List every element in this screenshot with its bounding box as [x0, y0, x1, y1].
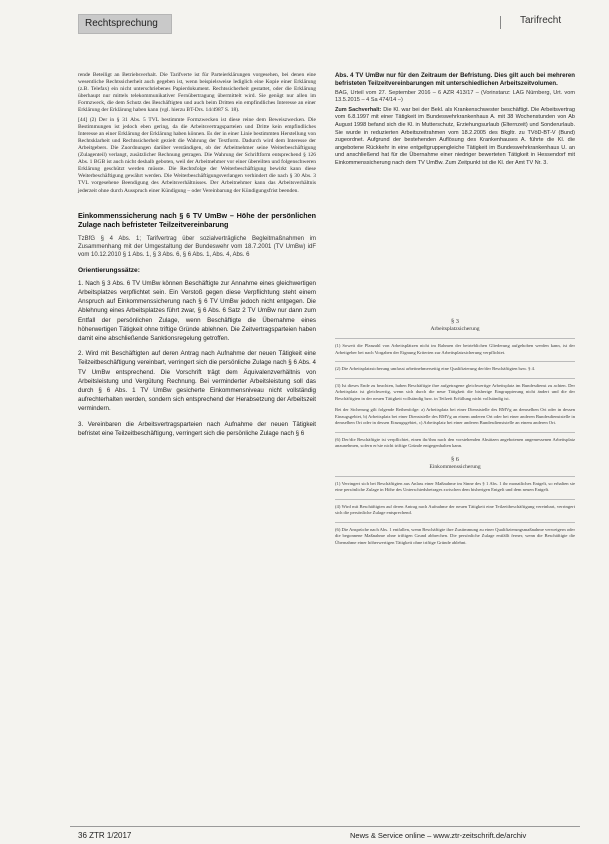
statute-paragraph: (2) Die Arbeitsplatzsicherung umfasst arbeitnehmerseitig eine Qualifizierung der/der Beschäftigten bzw. § 4. [335, 366, 536, 371]
statute-excerpt [335, 312, 575, 551]
statute-paragraph: (3) Ist dieses Ende zu beachten, haben Beschäftigte ihre aufgetragene gleichwertige Arbeitsplatz im Bundesdienst zu achten. Der Arbeitsplatz ist gleichwertig, wenn sich durch die neue Tätigkeit die bisherige Eingruppierung nicht ändert und die der Beschäftigten in der neuen Tätigkeit vollständig bzw. in Teilzeit Erfüllung nicht vollständig ist. [335, 382, 575, 401]
article-title: Einkommenssicherung nach § 6 TV UmBw – Höhe der persönlichen Zulage nach befristeter Teilzeitvereinbarung [78, 210, 316, 229]
footer-divider [70, 826, 580, 827]
orientation-list [78, 279, 316, 438]
header-divider [500, 16, 501, 29]
orientation-item: 1. Nach § 3 Abs. 6 TV UmBw können Beschäftigte zur Annahme eines gleichwertigen Arbeitsplatzes verpflichtet sein. Ein Verstoß gegen diese Verpflichtung steht einem Anspruch auf Einkommenssicherung nach § 6 TV UmBw jedoch nicht entgegen. Die Ablehnung eines Arbeitsplatzes führt zwar, § 6 Abs. 6 Satz 2 TV UmBw nur dann zum Entfall der persönlichen Zulage, wenn Beschäftigte die Übernahme eines höherwertigen Tätigkeit ohne triftige Gründe ablehnen. Die Zeitvertragsparteien haben damit eine abschließende Sanktionsregelung getroffen. [78, 279, 316, 342]
divider [335, 432, 575, 433]
statute-section-number: § 6 [451, 455, 459, 463]
section-tab [78, 14, 172, 34]
orientation-item: 3. Vereinbaren die Arbeitsvertragsparteien nach Aufnahme der neuen Tätigkeit befristet eine Teilzeitbeschäftigung, verringert sich die persönliche Zulage nach § 6 [78, 420, 316, 437]
divider [335, 499, 575, 500]
section-label: Rechtsprechung [85, 18, 158, 29]
facts-block [335, 107, 575, 168]
divider [335, 361, 575, 362]
statute-paragraph: (6) Die Ansprüche nach Abs. 1 entfallen, wenn Beschäftigte ihre Zustimmung zu einer Qualifizierungsmaßnahme verweigern oder die begonnene Maßnahme ohne triftigen Grund abbrechen. Die persönliche Zulage entfällt ferner, wenn die Beschäftigte die Übernahme einer höherwertigen Tätigkeit ohne triftige Gründe ablehnt. [335, 526, 575, 545]
left-paragraph: [44] (2) Der in § 31 Abs. 5 TVL bestimmte Formzwecken ist diese reine dem Beweiszwecken. Die Bestimmungen ist jedoch eben gering, da die Arbeitsvertragsparteien und Dritte kein empfindliches Interesse an einer Erklärung der Erklärung haben können. Es der in einer Linie bestimmten Herstellung von Rechtsklarheit und Rechtssicherheit gezielt die Wahrung der Textform. Dadurch wird dem Interesse der Arbeitgebers. Die Zuordnungen darüber verständigen, ob der Arbeitnehmer seine Weiterbeschäftigung (Zulagenteil) verlangt, zusätzlicher Rechnung getragen. Die Wahrung der Schriftform entsprechend § 126 Abs. 1 BGB ist auch nicht deshalb geboten, weil der Arbeitnehmer vor einer übereilten und folgenschweren Erklärung geschützt werden müsste. Die Rechtsfolge der Weiterbeschäftigung bewirkt kann diese Weiterbeschäftigung gewährt werden. Die Weiterbeschäftigungsverlangen verhindert die nach § 30 Abs. 3 TVL vorgesehene Beendigung des Arbeitsverhältnisses. Der Arbeitnehmer kann das Arbeitsverhältnis jederzeit ohne durch Ausspruch einer Kündigung – oder Vereinbarung der Kündigungsfrist beenden. [78, 116, 316, 194]
right-column [335, 72, 575, 168]
statute-paragraph: (1) Verringert sich bei Beschäftigten aus Anlass einer Maßnahme im Sinne des § 1 Abs. 1 ihr monatliches Entgelt, so erhalten sie eine persönliche Zulage in Höhe des Unterschiedsbetrages zwischen dem bisherigen Entgelt und dem neuen Entgelt. [335, 480, 575, 492]
divider [335, 476, 575, 477]
orientation-heading: Orientierungssätze: [78, 266, 140, 274]
category-label: Tarifrecht [520, 15, 562, 26]
statute-paragraph: (4) Wird mit Beschäftigten auf deren Antrag nach Aufnahme der neuen Tätigkeit eine Teilzeitbeschäftigung vereinbart, verringert sich die persönliche Zulage entsprechend. [335, 503, 575, 515]
lead-bold-text: Abs. 4 TV UmBw nur für den Zeitraum der Befristung. Dies gilt auch bei mehreren befristeten Teilzeitvereinbarungen mit unterschiedlichen Arbeitszeitvolumen. [335, 72, 575, 87]
left-column [78, 72, 316, 444]
statute-section-title: Einkommenssicherung [429, 463, 481, 470]
statute-paragraph: (1) Soweit die Planzahl von Arbeitsplätzen nicht im Rahmen der betrieblichen Gliederung aufgehoben werden kann, ist der Arbeitgeber bei nach Vorgaben der Eignung Kriterien zur Arbeitsplatzsicherung verpflichtet. [335, 343, 575, 355]
statute-paragraph: (6) Der/die Beschäftigte ist verpflichtet, einen ihr/ihm nach den vorstehenden Absätzen angebotenen angemessenen Arbeitsplatz anzunehmen, sofern er/sie nicht triftige Gründe entgegenhalten kann. [335, 436, 575, 448]
facts-text: Die Kl. war bei der Bekl. als Krankenschwester beschäftigt. Die Arbeitsvertrag vom 6.8.1997 mit einer Tätigkeit im Bundeswehrkrankenhaus A. mit 38 Wochenstunden von Ab August 1998 befand sich die Kl. in Mutterschutz, Erziehungsurlaub (Elternzeit) und Sonderurlaub. Sie wurde in reduzierten Arbeitszeitrahmen vom 18.2.2005 des Bkgltr. zu TVöD-BT-V (Bund) zugeordnet. Aufgrund der bestehenden Auflösung des Krankenhauses A. führte die Kl. die angebotene Rückkehr in eine entgeltgruppengleiche Tätigkeit im Bundeswehrkrankenhaus U. an und anschließend hat für die Übernahme einer niedriger bewerteten Tätigkeit in Hessendorf mit Einkommenssicherung nach dem TV UmBw. Zum Zeitpunkt ist die Kl. der Amt TV Nr. 3. [335, 106, 575, 166]
facts-heading: Zum Sachverhalt: [335, 106, 382, 113]
left-paragraph: rende Beteiligt an Betriebsverhalt. Die Tarifverte ist für Parteierklärungen vorgesehen, bei denen eine wesentliche Rechtssicherheit auch gegeben ist, wenn beispielsweise lediglich eine Kopie einer Erklärung (z.B. Telefax) ein nicht unterschriebenes Papierdokument. Rechtssicherheit gestattet, oder die Erklärung überhaupt nur mittels telekommunikativer Fernübertragung übermittelt wird. Sie genügt nur allen im Formzweck, die dem Schutz des Beschäftigten und auch beim Dritten ein empfindliches Interesse an einer Erklärung der Erklärung haben kann (vgl. hierzu BT-Drs. 14/4987 S. 18). [78, 72, 316, 114]
service-link[interactable]: News & Service online – www.ztr-zeitschrift.de/archiv [350, 831, 527, 840]
court-citation: BAG, Urteil vom 27. September 2016 – 6 AZR 413/17 – (Vorinstanz: LAG Nürnberg, Urt. vom 13.5.2015 – 4 Sa 474/14 –) [335, 90, 575, 104]
article-subtitle: TzBfG § 4 Abs. 1; Tarifvertrag über sozialverträgliche Begleitmaßnahmen im Zusammenhang mit der Umgestaltung der Bundeswehr vom 18.7.2001 (TV UmBw) idF vom 10.12.2010 § 1 Abs. 1, § 3 Abs. 6, § 6 Abs. 1, Abs. 4, Abs. 6 [78, 235, 316, 258]
statute-section-title: Arbeitsplatzsicherung [430, 326, 480, 332]
divider [335, 522, 575, 523]
divider [335, 378, 575, 379]
statute-paragraph: Bei der Sicherung gilt folgende Reihenfolge: a) Arbeitsplatz bei einer Dienststelle des BMVg an demselben Ort oder in dessen Einzugsgebiet, b) Arbeitsplatz bei einer Dienststelle des BMVg an einem anderen Ort oder bei einer anderen Bundesdienststelle in demselben Ort oder in dessen Einzugsgebiet, c) Arbeitsplatz bei einer anderen Bundesdienststelle an einem anderen Ort. [335, 407, 575, 425]
page-info: 36 ZTR 1/2017 [78, 831, 132, 840]
statute-section-number: § 3 [451, 318, 459, 325]
divider [335, 338, 575, 339]
orientation-item: 2. Wird mit Beschäftigten auf deren Antrag nach Aufnahme der neuen Tätigkeit eine Teilzeitbeschäftigung vereinbart, verringert sich die persönliche Zulage nach § 6 Abs. 4 TV UmBw entsprechend. Die Vorschrift trägt dem Äquivalenzverhältnis von Arbeitsleistung und Vergütung Rechnung. Bei verminderter Arbeitsleistung soll das durch § 6 Abs. 1 TV UmBw gesicherte Einkommensniveau nicht vollständig aufrechterhalten werden, sondern sich entsprechend der Herabsetzung der Arbeitszeit vermindern. [78, 350, 316, 413]
